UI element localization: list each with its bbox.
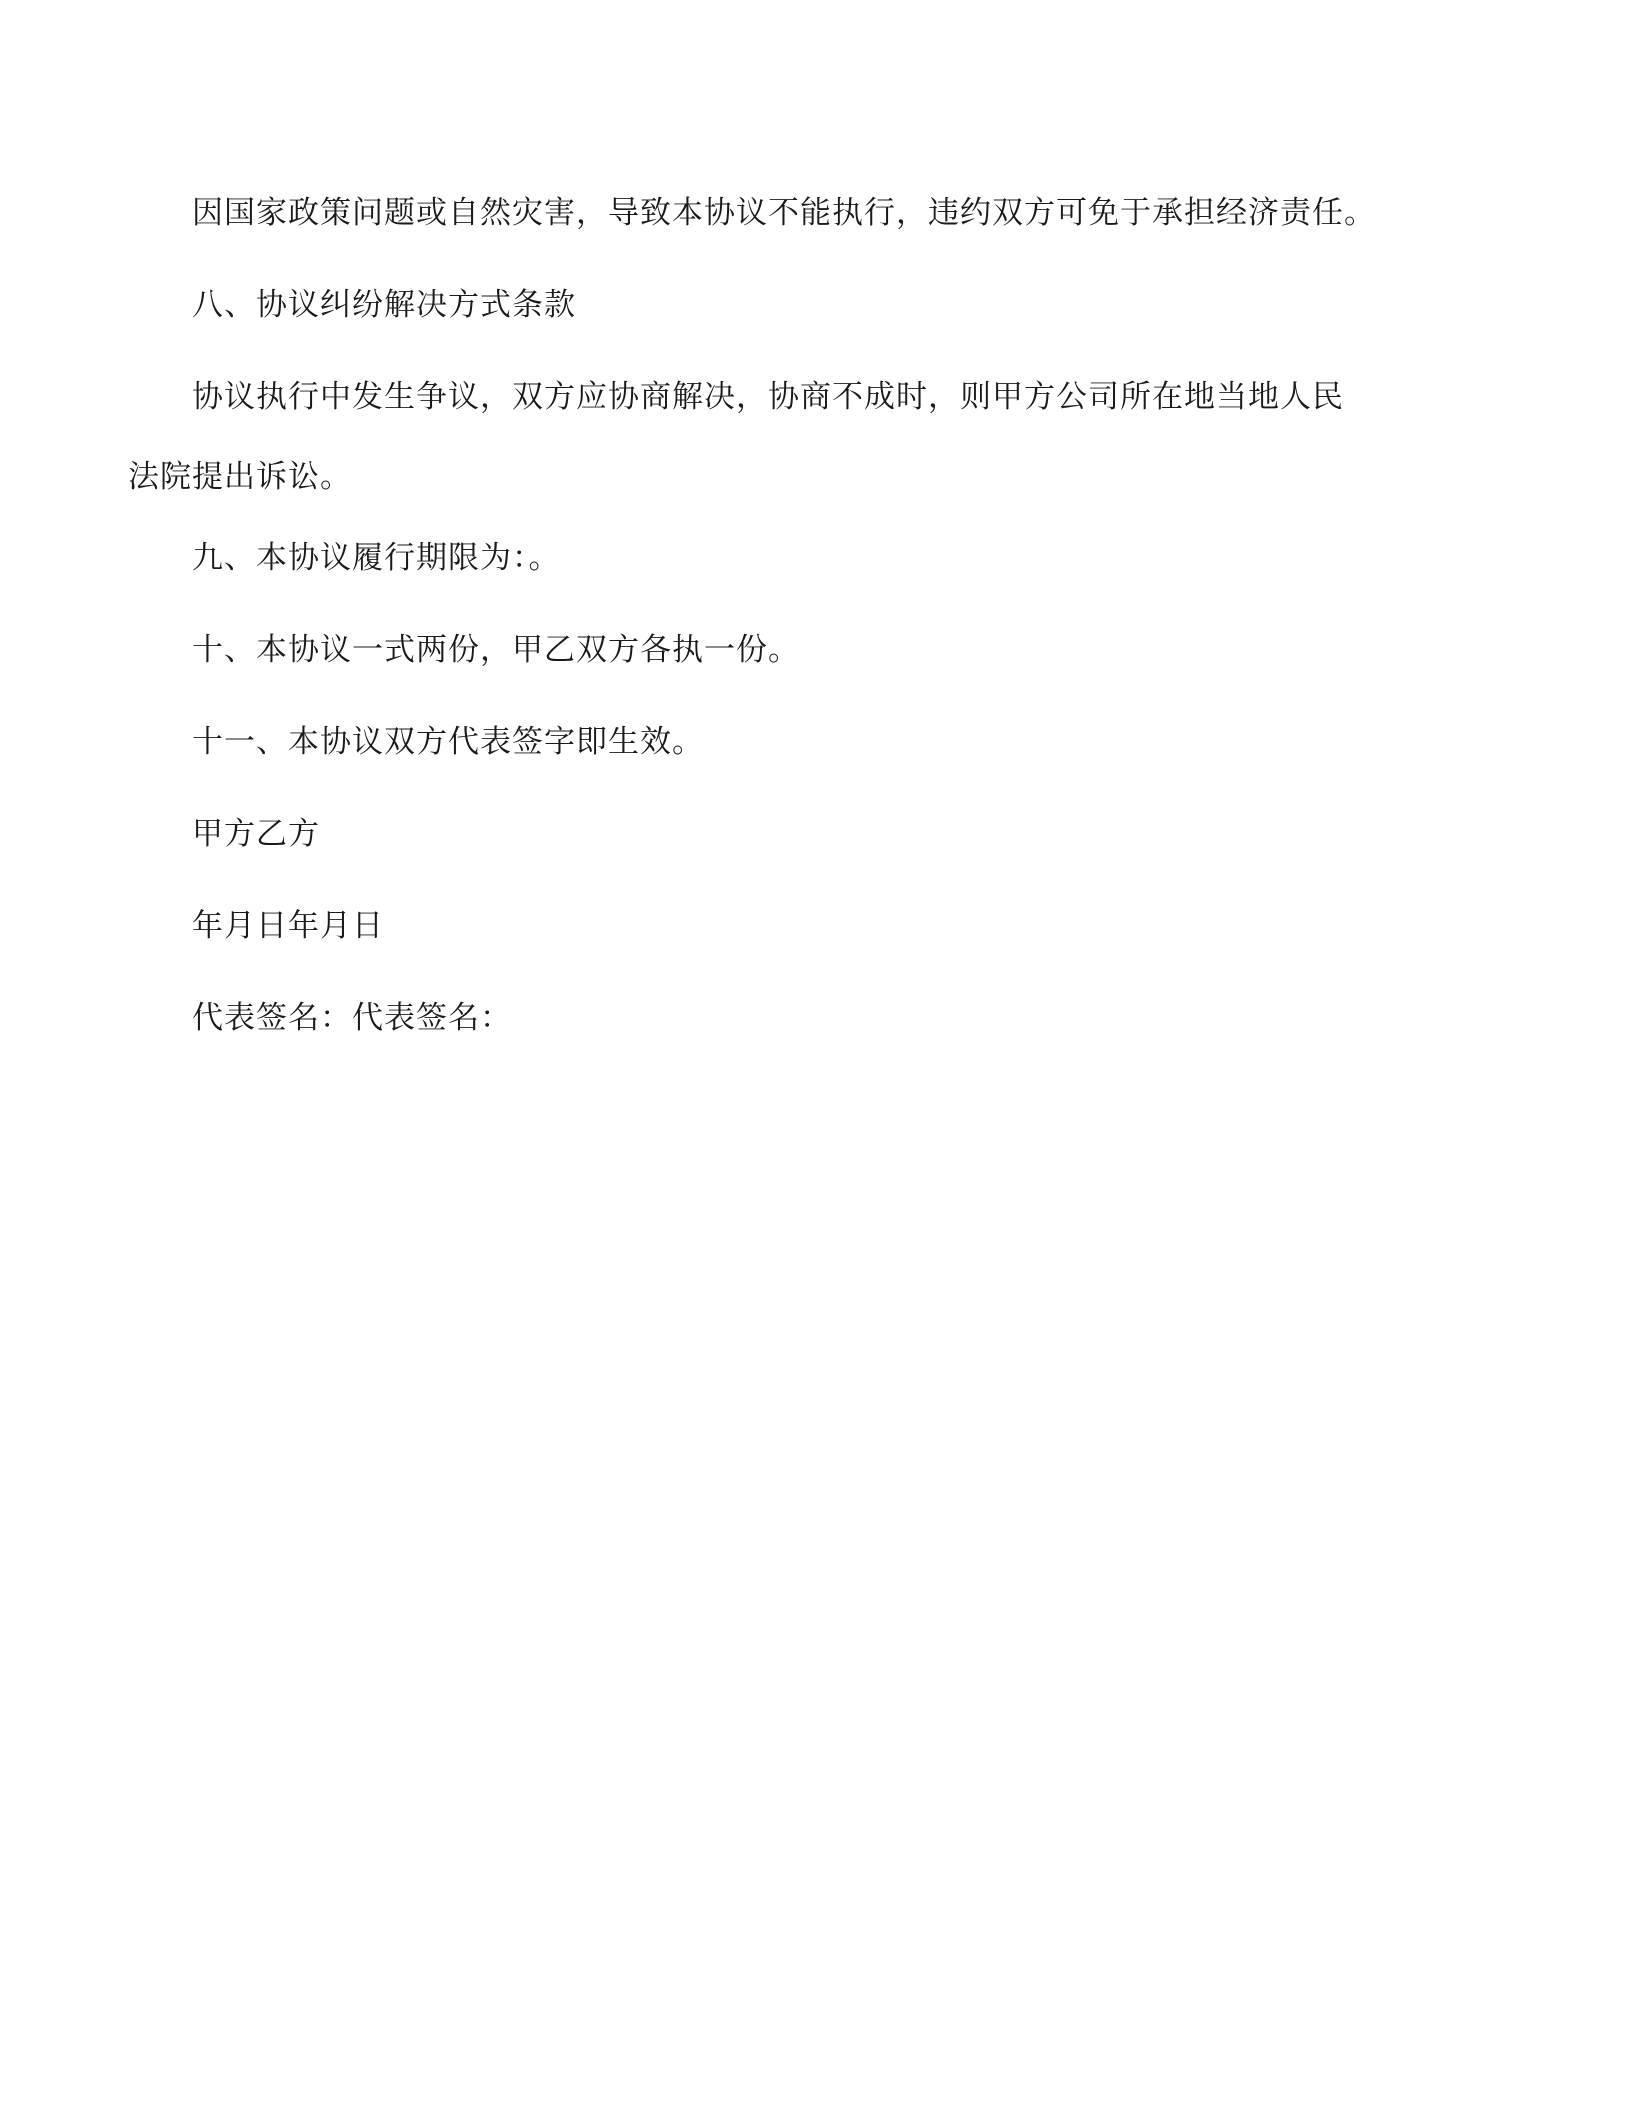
paragraph-line: 法院提出诉讼。 [128, 459, 352, 495]
paragraph-copies: 十、本协议一式两份，甲乙双方各执一份。 [192, 632, 800, 668]
signature-label: 代表签名：代表签名： [192, 1000, 512, 1036]
paragraph-line: 协议执行中发生争议，双方应协商解决，协商不成时，则甲方公司所在地当地人民 [192, 379, 1344, 415]
paragraph-dispute-resolution [128, 357, 1422, 517]
heading-dispute-resolution: 八、协议纠纷解决方式条款 [192, 287, 576, 323]
paragraph-term: 九、本协议履行期限为：。 [192, 540, 561, 576]
parties-label: 甲方乙方 [192, 816, 320, 852]
date-label: 年月日年月日 [192, 908, 384, 944]
paragraph-effective: 十一、本协议双方代表签字即生效。 [192, 724, 704, 760]
paragraph-force-majeure: 因国家政策问题或自然灾害，导致本协议不能执行，违约双方可免于承担经济责任。 [192, 195, 1376, 231]
